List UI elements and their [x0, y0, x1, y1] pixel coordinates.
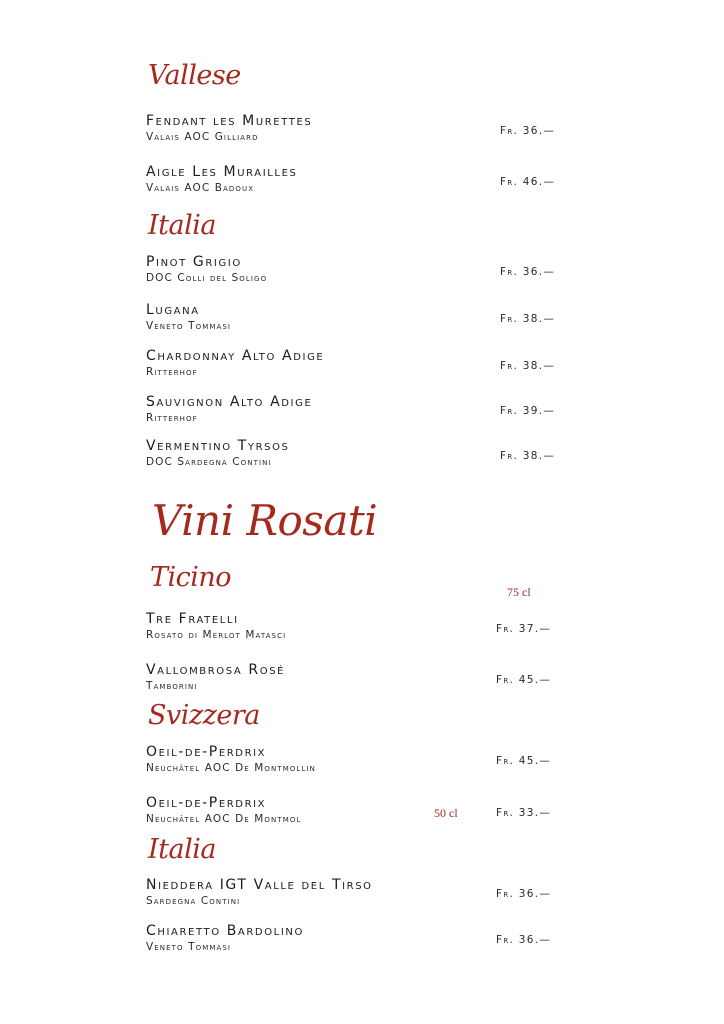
- bottle-size-label: 50 cl: [434, 806, 458, 820]
- wine-name: Vermentino Tyrsos: [146, 438, 290, 454]
- wine-name: Fendant les Murettes: [146, 113, 313, 129]
- wine-origin: Veneto Tommasi: [146, 941, 232, 953]
- section-title-ticino: Ticino: [150, 562, 232, 593]
- wine-price: Fr. 38.—: [500, 450, 556, 462]
- wine-name: Lugana: [146, 302, 200, 318]
- wine-origin: Neuchâtel AOC De Montmollin: [146, 762, 316, 774]
- wine-price: Fr. 33.—: [496, 807, 552, 819]
- wine-name: Vallombrosa Rosé: [146, 662, 286, 678]
- page-heading-vini-rosati: Vini Rosati: [152, 496, 378, 545]
- wine-price: Fr. 37.—: [496, 623, 552, 635]
- wine-origin: Tamborini: [146, 680, 198, 692]
- wine-name: Tre Fratelli: [146, 611, 239, 627]
- wine-name: Chardonnay Alto Adige: [146, 348, 325, 364]
- wine-name: Chiaretto Bardolino: [146, 923, 304, 939]
- wine-origin: Neuchâtel AOC De Montmol: [146, 813, 302, 825]
- wine-origin: Rosato di Merlot Matasci: [146, 629, 287, 641]
- wine-name: Pinot Grigio: [146, 254, 242, 270]
- wine-price: Fr. 38.—: [500, 360, 556, 372]
- wine-name: Oeil-de-Perdrix: [146, 744, 267, 760]
- wine-origin: Veneto Tommasi: [146, 320, 232, 332]
- section-title-italia: Italia: [148, 834, 216, 865]
- wine-origin: Ritterhof: [146, 366, 198, 378]
- wine-origin: DOC Colli del Soligo: [146, 272, 268, 284]
- section-title-italia: Italia: [148, 210, 216, 241]
- wine-origin: Valais AOC Gilliard: [146, 131, 259, 143]
- wine-price: Fr. 46.—: [500, 176, 556, 188]
- wine-price: Fr. 38.—: [500, 313, 556, 325]
- wine-name: Aigle Les Murailles: [146, 164, 298, 180]
- wine-price: Fr. 36.—: [496, 934, 552, 946]
- wine-price: Fr. 36.—: [496, 888, 552, 900]
- wine-price: Fr. 36.—: [500, 125, 556, 137]
- wine-price: Fr. 45.—: [496, 674, 552, 686]
- wine-origin: Valais AOC Badoux: [146, 182, 255, 194]
- wine-origin: DOC Sardegna Contini: [146, 456, 272, 468]
- wine-name: Oeil-de-Perdrix: [146, 795, 267, 811]
- bottle-size-label: 75 cl: [507, 585, 531, 599]
- section-title-svizzera: Svizzera: [148, 700, 260, 731]
- wine-price: Fr. 39.—: [500, 405, 556, 417]
- wine-name: Nieddera IGT Valle del Tirso: [146, 877, 373, 893]
- wine-origin: Ritterhof: [146, 412, 198, 424]
- section-title-vallese: Vallese: [148, 60, 241, 91]
- wine-price: Fr. 45.—: [496, 755, 552, 767]
- wine-price: Fr. 36.—: [500, 266, 556, 278]
- wine-origin: Sardegna Contini: [146, 895, 241, 907]
- wine-name: Sauvignon Alto Adige: [146, 394, 313, 410]
